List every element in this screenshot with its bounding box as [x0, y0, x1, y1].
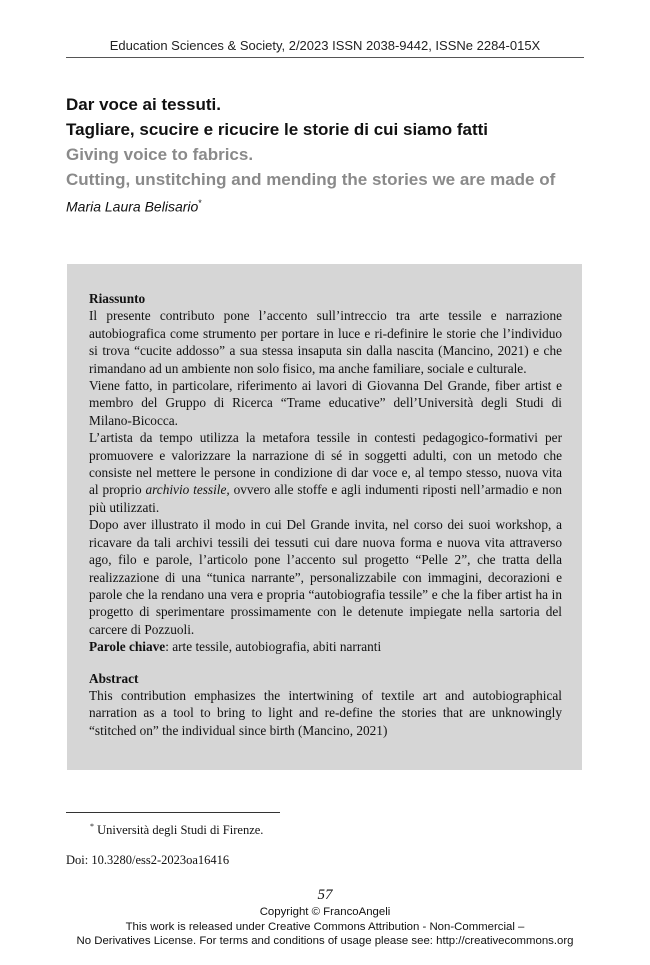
- section-gap: [89, 656, 562, 670]
- doi-line: Doi: 10.3280/ess2-2023oa16416: [66, 853, 230, 867]
- footnote-text: Università degli Studi di Firenze.: [94, 823, 264, 838]
- license-line-3: No Derivatives License. For terms and conditions of usage please see: http://creativecommons.org: [76, 935, 574, 947]
- riassunto-paragraph-4: Dopo aver illustrato il modo in cui Del Grande invita, nel corso dei suoi workshop, a ricavare da tali archivi tessili dei tessuti cui dare nuova forma e nuova vita attraverso ago, filo e parole, l’articolo pone l’accento sul progetto “Pelle 2”, che tratta della realizzazione di una “tunica narrante”, personalizzabile con immagini, decorazioni e parole che la rendano una vera e propria “autobiografia tessile” e che la fiber artist ha in progetto di sperimentare prossimamente con le detenute impiegate nella sartoria del carcere di Pozzuoli.: [89, 517, 562, 637]
- riassunto-paragraph-2: Viene fatto, in particolare, riferimento ai lavori di Giovanna Del Grande, fiber artist e membro del Gruppo di Ricerca “Trame educative” dell’Università degli Studi di Milano-Bicocca.: [89, 378, 562, 428]
- keywords-label: Parole chiave: [89, 639, 166, 655]
- footnote-rule: [66, 812, 280, 813]
- footnote: [90, 822, 263, 838]
- english-title-line-2: Cutting, unstitching and mending the stories we are made of: [66, 170, 556, 189]
- riassunto-p3-italic: archivio tessile,: [145, 482, 230, 498]
- abstract-paragraph-1: This contribution emphasizes the intertwining of textile art and autobiographical narration as a tool to bring to light and re-define the stories that are unknowingly “stitched on” the individual since birth (Mancino, 2021): [89, 687, 562, 738]
- riassunto-p3-text-b: ovvero alle stoffe e agli indumenti riposti nell’armadio e non più utilizzati.: [89, 482, 563, 515]
- running-head: Education Sciences & Society, 2/2023 ISSN 2038-9442, ISSNe 2284-015X: [109, 38, 541, 53]
- riassunto-paragraph-1: Il presente contributo pone l’accento sull’intreccio tra arte tessile e narrazione autobiografica come strumento per portare in luce e ri-definire le storie che l’individuo si trova “cucite addosso” a sua stessa insaputa sin dalla nascita (Mancino, 2021) e che rimandano ad un ambiente non solo fisico, ma anche familiare, sociale e culturale.: [89, 308, 562, 376]
- riassunto-heading: Riassunto: [89, 291, 146, 306]
- title-block: [66, 92, 586, 217]
- italian-title-line-2: Tagliare, scucire e ricucire le storie di cui siamo fatti: [66, 120, 489, 139]
- author-name: [66, 193, 586, 217]
- keywords-line: [89, 638, 562, 655]
- footnote-mark: *: [90, 822, 94, 831]
- english-title-line-1: Giving voice to fabrics.: [66, 145, 254, 164]
- author-name-text: Maria Laura Belisario: [66, 198, 199, 215]
- riassunto-p3-text-a: L’artista da tempo utilizza la metafora tessile in contesti pedagogico-formativi per promuovere e valorizzare la narrazione di sé in soggetti adulti, con un metodo che consiste nel mettere le persone in condizione di dar voce e, al tempo stesso, nuova vita al proprio: [89, 430, 562, 498]
- author-footnote-mark: *: [198, 198, 202, 208]
- abstract-content: [89, 290, 562, 739]
- abstract-heading: Abstract: [89, 670, 139, 686]
- copyright-line: Copyright © FrancoAngeli: [259, 906, 391, 918]
- license-block: [0, 905, 650, 949]
- header-rule: [66, 57, 584, 58]
- license-line-2: This work is released under Creative Commons Attribution - Non-Commercial –: [125, 920, 525, 933]
- italian-title-line-1: Dar voce ai tessuti.: [66, 95, 221, 114]
- abstract-box: [67, 264, 582, 770]
- keywords-text: : arte tessile, autobiografia, abiti narranti: [165, 639, 382, 655]
- page-number: 57: [317, 887, 333, 903]
- riassunto-paragraph-3: [89, 429, 562, 516]
